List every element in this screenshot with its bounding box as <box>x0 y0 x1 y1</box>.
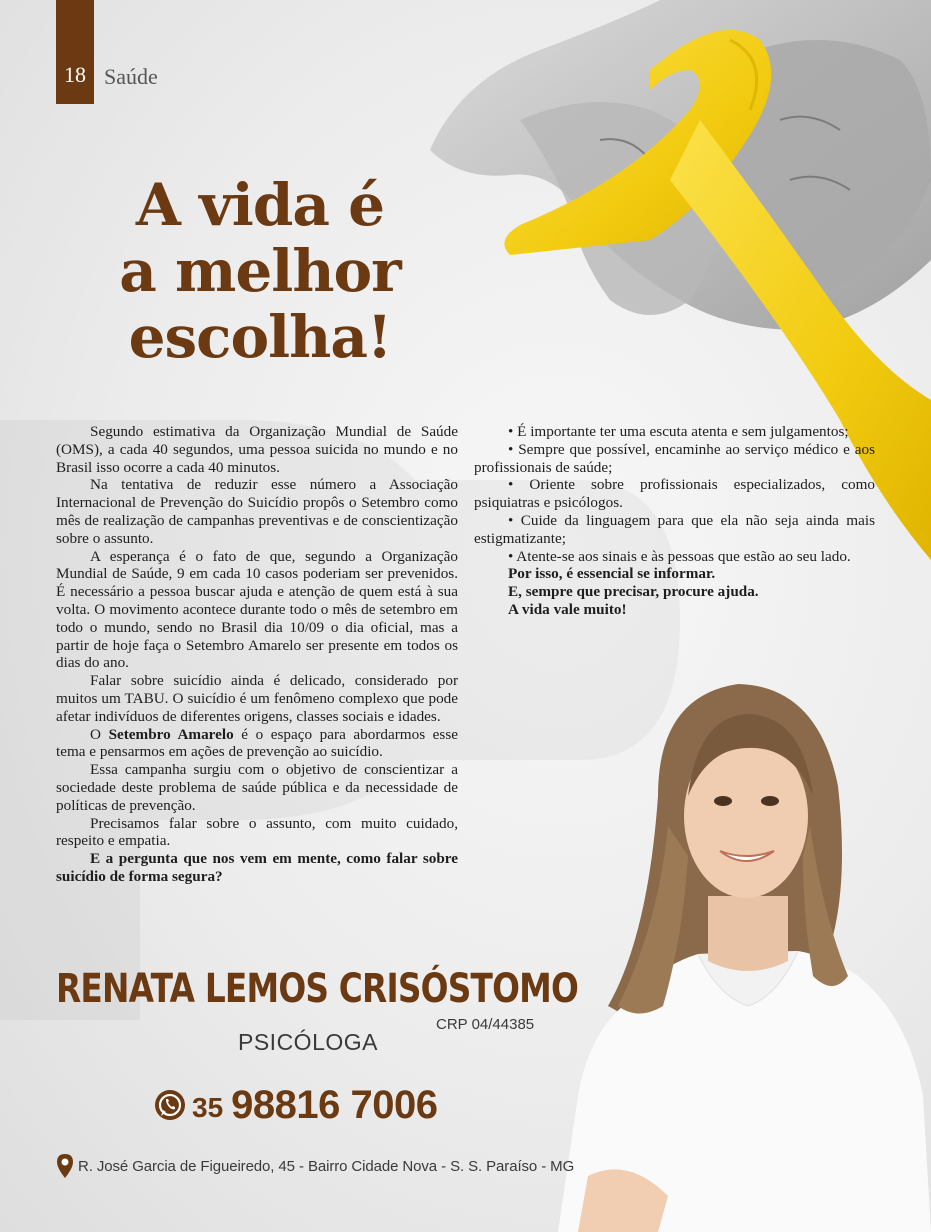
tip-item: • Atente-se aos sinais e às pessoas que estão ao seu lado. <box>508 547 851 565</box>
location-pin-icon <box>56 1153 74 1179</box>
phone-area-code: 35 <box>192 1092 224 1123</box>
paragraph: Essa campanha surgiu com o objetivo de conscientizar a sociedade deste problema de saúde pública e da necessidade de políticas de prevenção. <box>56 761 458 814</box>
page-number: 18 <box>64 62 86 87</box>
whatsapp-icon <box>154 1089 186 1121</box>
paragraph-text: O <box>90 725 109 743</box>
psychologist-portrait <box>548 676 931 1232</box>
signature-crp: CRP 04/44385 <box>436 1016 535 1033</box>
headline-line-1: A vida é <box>135 171 385 239</box>
paragraph: A esperança é o fato de que, segundo a Organização Mundial de Saúde, 9 em cada 10 casos poderiam ser prevenidos. É necessário a pessoa buscar ajuda e atenção de quem está à sua volta. O movimento acontece durante todo o mês de setembro em todo o mundo, sendo no Brasil dia 10/09 o dia oficial, mas a partir de hoje faça o Setembro Amarelo ser presente em todos os dias do ano. <box>56 547 458 672</box>
paragraph <box>56 726 458 762</box>
article-right-column <box>474 423 875 619</box>
headline-line-3: escolha! <box>128 303 392 371</box>
signature-role: PSICÓLOGA <box>238 1029 378 1055</box>
headline <box>60 172 460 370</box>
paragraph: Precisamos falar sobre o assunto, com muito cuidado, respeito e empatia. <box>56 814 458 850</box>
headline-line-2: a melhor <box>119 237 401 305</box>
paragraph-text: é o espaço para abordarmos esse tema e pensarmos em ações de prevenção ao suicídio. <box>56 725 458 761</box>
address-line <box>56 1150 574 1182</box>
address-text: R. José Garcia de Figueiredo, 45 - Bairro Cidade Nova - S. S. Paraíso - MG <box>78 1157 575 1175</box>
closing-line: E, sempre que precisar, procure ajuda. <box>508 583 759 601</box>
phone-contact[interactable] <box>154 1080 437 1130</box>
question-paragraph: E a pergunta que nos vem em mente, como falar sobre suicídio de forma segura? <box>56 850 458 885</box>
paragraph: Falar sobre suicídio ainda é delicado, considerado por muitos um TABU. O suicídio é um fenômeno complexo que pode afetar indivíduos de diferentes origens, classes sociais e idades. <box>56 672 458 725</box>
tip-item: • Cuide da linguagem para que ela não seja ainda mais estigmatizante; <box>474 511 875 547</box>
tip-item: • É importante ter uma escuta atenta e sem julgamentos; <box>508 423 849 440</box>
paragraph: Segundo estimativa da Organização Mundial de Saúde (OMS), a cada 40 segundos, uma pessoa suicida no mundo e no Brasil isso ocorre a cada 40 minutos. <box>56 423 458 476</box>
page-tab <box>56 0 94 104</box>
section-label: Saúde <box>104 64 158 89</box>
closing-line: Por isso, é essencial se informar. <box>508 565 716 583</box>
paragraph: Na tentativa de reduzir esse número a Associação Internacional de Prevenção do Suicídio propôs o Setembro como mês de realização de campanhas preventivas e de conscientização sobre o assunto. <box>56 476 458 547</box>
article-left-column <box>56 423 458 886</box>
closing-line: A vida vale muito! <box>508 600 627 618</box>
phone-number: 98816 7006 <box>231 1082 438 1127</box>
tip-item: • Oriente sobre profissionais especializados, como psiquiatras e psicólogos. <box>474 476 875 512</box>
signature-name: RENATA LEMOS CRISÓSTOMO <box>56 966 579 1012</box>
tip-item: • Sempre que possível, encaminhe ao serviço médico e aos profissionais de saúde; <box>474 440 875 476</box>
campaign-name: Setembro Amarelo <box>108 725 234 743</box>
